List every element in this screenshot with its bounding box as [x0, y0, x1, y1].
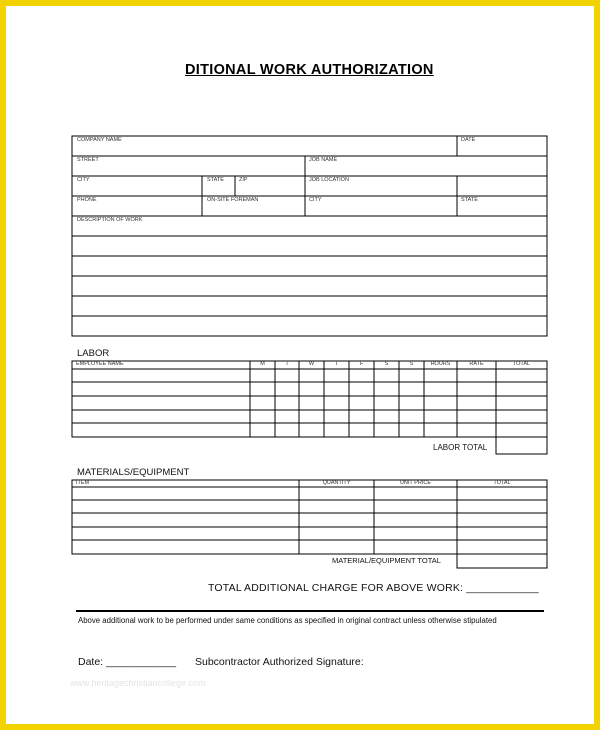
company-name-label: COMPANY NAME	[77, 137, 122, 143]
date-label: DATE	[461, 137, 476, 143]
labor-heading: LABOR	[77, 348, 110, 359]
onsite-foreman-label: ON-SITE FOREMAN	[207, 197, 259, 203]
materials-total-label: MATERIAL/EQUIPMENT TOTAL	[332, 556, 441, 565]
total-charge-label: TOTAL ADDITIONAL CHARGE FOR ABOVE WORK: ____________	[208, 582, 539, 594]
materials-col-unit-price: UNIT PRICE	[399, 480, 432, 486]
state2-label: STATE	[461, 197, 478, 203]
street-label: STREET	[77, 157, 99, 163]
labor-col-f: F	[359, 361, 364, 367]
phone-label: PHONE	[77, 197, 97, 203]
terms-text: Above additional work to be performed under same conditions as specified in original contract unless otherwise stipulated	[78, 616, 497, 625]
city2-label: CITY	[309, 197, 322, 203]
labor-col-m: M	[260, 361, 265, 367]
date-line: Date: ____________	[78, 656, 177, 668]
materials-col-item: ITEM	[76, 480, 90, 486]
labor-col-rate: RATE	[469, 361, 484, 367]
description-label: DESCRIPTION OF WORK	[77, 217, 143, 223]
document-title: DITIONAL WORK AUTHORIZATION	[185, 62, 434, 78]
labor-total-label: LABOR TOTAL	[433, 443, 488, 452]
watermark-text: www.heritagechristiancollege.com	[70, 678, 206, 688]
state-label: STATE	[207, 177, 224, 183]
materials-col-quantity: QUANTITY	[322, 480, 351, 486]
labor-col-s2: S	[409, 361, 414, 367]
job-location-label: JOB LOCATION	[309, 177, 349, 183]
materials-heading: MATERIALS/EQUIPMENT	[77, 467, 190, 478]
labor-col-hours: HOURS	[430, 361, 451, 367]
signature-label: Subcontractor Authorized Signature:	[195, 656, 364, 668]
labor-col-w: W	[308, 361, 315, 367]
zip-label: ZIP	[239, 177, 248, 183]
city-label: CITY	[77, 177, 90, 183]
labor-col-t: T	[285, 361, 289, 367]
labor-col-s: S	[384, 361, 389, 367]
labor-col-total: TOTAL	[512, 361, 531, 367]
job-name-label: JOB NAME	[309, 157, 338, 163]
labor-col-employee: EMPLOYEE NAME	[76, 361, 124, 367]
labor-col-t2: T	[334, 361, 339, 367]
materials-col-total: TOTAL	[493, 480, 511, 486]
